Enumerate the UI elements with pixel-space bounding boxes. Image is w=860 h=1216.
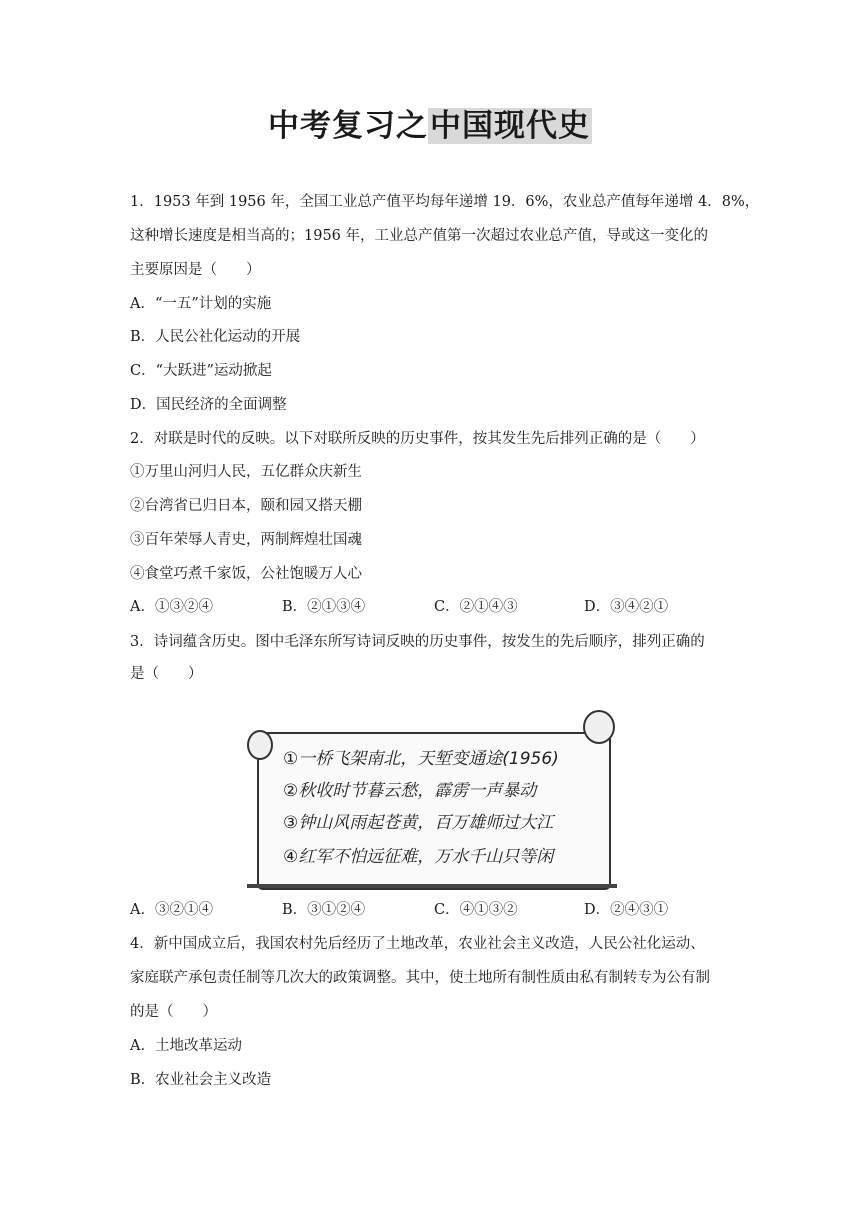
q1-option-a: A．“一五”计划的实施 <box>130 296 272 312</box>
q2-option-b: B．②①③④ <box>282 599 366 615</box>
q3-option-b: B．③①②④ <box>282 902 366 918</box>
q3-line-2: 是（ ） <box>130 666 203 682</box>
scroll-bottom-edge <box>247 884 617 888</box>
title-part1: 中考复习之 <box>268 108 428 144</box>
poem-line-1: ①一桥飞架南北，天堑变通途(1956) <box>283 749 559 769</box>
q4-line-3: 的是（ ） <box>130 1004 217 1020</box>
q2-item-3: ③百年荣辱人青史，两制辉煌壮国魂 <box>130 532 362 548</box>
q2-option-d: D．③④②① <box>584 599 669 615</box>
poem-scroll-image <box>247 708 617 888</box>
q2-option-a: A．①③②④ <box>130 599 213 615</box>
q2-item-4: ④食堂巧煮千家饭，公社饱暖万人心 <box>130 566 362 582</box>
page-title <box>0 104 860 148</box>
scroll-roll-top-icon <box>583 710 615 744</box>
q4-line-2: 家庭联产承包责任制等几次大的政策调整。其中，使土地所有制性质由私有制转专为公有制 <box>130 970 710 986</box>
q4-option-a: A．土地改革运动 <box>130 1038 242 1054</box>
q3-option-a: A．③②①④ <box>130 902 213 918</box>
q3-line-1: 3．诗词蕴含历史。图中毛泽东所写诗词反映的历史事件，按发生的先后顺序，排列正确的 <box>130 634 705 650</box>
q2-item-2: ②台湾省已归日本，颐和园又搭天棚 <box>130 498 362 514</box>
q1-line-2: 这种增长速度是相当高的；1956 年，工业总产值第一次超过农业总产值，导或这一变化的 <box>130 228 709 244</box>
q4-option-b: B．农业社会主义改造 <box>130 1072 272 1088</box>
q1-option-d: D．国民经济的全面调整 <box>130 397 287 413</box>
q1-line-3: 主要原因是（ ） <box>130 262 261 278</box>
q2-stem: 2．对联是时代的反映。以下对联所反映的历史事件，按其发生先后排列正确的是（ ） <box>130 431 705 447</box>
q4-line-1: 4．新中国成立后，我国农村先后经历了土地改革，农业社会主义改造，人民公社化运动、 <box>130 936 705 952</box>
title-part2-highlighted: 中国现代史 <box>430 108 590 144</box>
poem-line-3: ③钟山风雨起苍黄，百万雄师过大江 <box>283 813 554 833</box>
q1-option-b: B．人民公社化运动的开展 <box>130 329 301 345</box>
poem-line-4: ④红军不怕远征难，万水千山只等闲 <box>283 847 554 867</box>
q3-option-d: D．②④③① <box>584 902 669 918</box>
q3-option-c: C．④①③② <box>434 902 518 918</box>
q2-option-c: C．②①④③ <box>434 599 518 615</box>
q2-item-1: ①万里山河归人民，五亿群众庆新生 <box>130 464 362 480</box>
scroll-roll-left-icon <box>247 730 273 760</box>
poem-line-2: ②秋收时节暮云愁，霹雳一声暴动 <box>283 781 537 801</box>
q1-option-c: C．“大跃进”运动掀起 <box>130 363 272 379</box>
q1-line-1: 1．1953 年到 1956 年，全国工业总产值平均每年递增 19．6%，农业总产值每年递增 4．8%， <box>130 194 760 210</box>
